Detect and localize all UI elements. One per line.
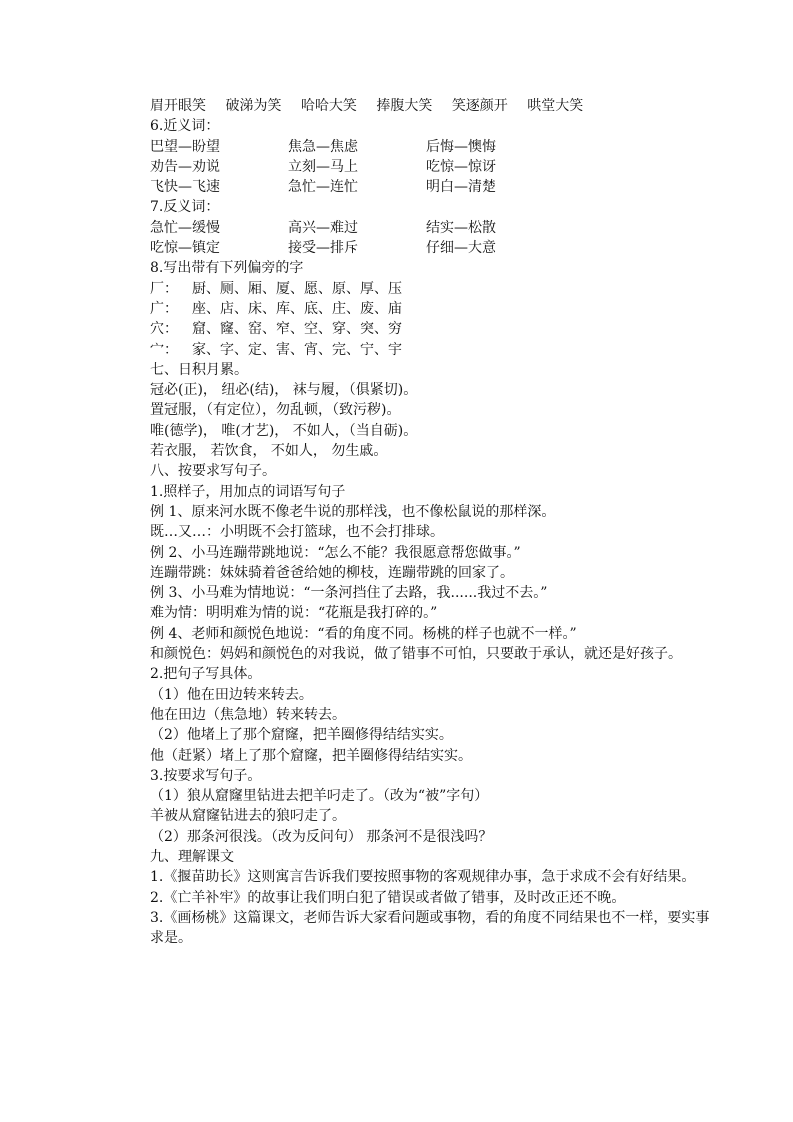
antonym-pair: 仔细—大意	[426, 240, 496, 257]
example-line: 例 2、小马连蹦带跳地说：“怎么不能？我很愿意帮您做事。”	[150, 544, 521, 561]
idiom: 眉开眼笑	[150, 98, 206, 114]
lesson-summary: 1.《揠苗助长》这则寓言告诉我们要按照事物的客观规律办事，急于求成不会有好结果。	[150, 869, 696, 886]
idiom: 哈哈大笑	[300, 98, 357, 114]
verse-line: 唯(德学)， 唯(才艺)， 不如人，（当自砺)。	[150, 422, 418, 439]
example-line: 难为情：明明难为情的说：“花瓶是我打碎的。”	[150, 605, 438, 622]
antonym-pair: 结实—松散	[426, 219, 496, 236]
example-line: 例 1、原来河水既不像老牛说的那样浅，也不像松鼠说的那样深。	[150, 503, 556, 520]
synonym-pair: 飞快—飞速	[150, 179, 220, 196]
synonym-pair: 立刻—马上	[288, 158, 358, 175]
radical-row	[150, 279, 710, 299]
radical-row	[150, 319, 710, 339]
sentence-line: （1）狼从窟窿里钻进去把羊叼走了。（改为“被”字句）	[150, 788, 489, 805]
section-8-heading: 八、按要求写句子。	[150, 463, 276, 480]
synonym-pair: 吃惊—惊讶	[426, 158, 496, 175]
synonym-pair: 急忙—连忙	[288, 179, 358, 196]
synonym-pair: 焦急—焦虑	[288, 138, 358, 155]
antonym-row	[150, 218, 710, 238]
radical-chars: 厨、厕、厢、厦、愿、原、厚、压	[192, 280, 402, 297]
radical-chars: 家、字、定、害、宵、完、宁、宇	[192, 341, 402, 358]
radical-label: 穴：	[150, 321, 178, 338]
sentence-line: （2）他堵上了那个窟窿，把羊圈修得结结实实。	[150, 727, 453, 744]
antonym-row	[150, 238, 710, 258]
synonym-row	[150, 137, 710, 157]
subsection-heading: 2.把句子写具体。	[150, 666, 262, 683]
sentence-line: 他在田边（焦急地）转来转去。	[150, 706, 346, 723]
idiom: 笑逐颜开	[451, 98, 508, 114]
subsection-heading: 3.按要求写句子。	[150, 767, 262, 784]
section-7-heading: 七、日积月累。	[150, 361, 248, 378]
verse-line: 冠必(正)， 纽必(结)， 袜与履，（俱紧切)。	[150, 382, 418, 399]
idiom: 哄堂大笑	[527, 98, 584, 114]
lesson-summary: 2.《亡羊补牢》的故事让我们明白犯了错误或者做了错事，及时改正还不晚。	[150, 889, 626, 906]
document-page	[150, 96, 710, 948]
example-line: 连蹦带跳：妹妹骑着爸爸给她的柳枝，连蹦带跳的回家了。	[150, 564, 514, 581]
antonym-pair: 高兴—难过	[288, 219, 358, 236]
antonym-pair: 吃惊—镇定	[150, 240, 220, 257]
synonym-row	[150, 177, 710, 197]
synonym-row	[150, 157, 710, 177]
subsection-heading: 1.照样子，用加点的词语写句子	[150, 483, 346, 500]
synonym-pair: 明白—清楚	[426, 179, 496, 196]
radical-label: 广：	[150, 300, 178, 317]
radical-row	[150, 299, 710, 319]
radical-chars: 窟、窿、窑、窄、空、穿、突、穷	[192, 321, 402, 338]
radical-row	[150, 340, 710, 360]
radical-label: 厂：	[150, 280, 178, 297]
synonyms-heading: 6.近义词：	[150, 118, 220, 135]
synonym-pair: 劝告—劝说	[150, 158, 220, 175]
radical-chars: 座、店、床、库、底、庄、废、庙	[192, 300, 402, 317]
antonym-pair: 接受—排斥	[288, 240, 358, 257]
idiom: 破涕为笑	[225, 98, 282, 114]
sentence-line: （1）他在田边转来转去。	[150, 686, 313, 703]
radical-label: 宀：	[150, 341, 178, 358]
sentence-line: 羊被从窟窿钻进去的狼叼走了。	[150, 808, 346, 825]
synonym-pair: 巴望—盼望	[150, 138, 220, 155]
idiom-list	[150, 96, 710, 116]
sentence-line: （2）那条河很浅。（改为反问句） 那条河不是很浅吗？	[150, 828, 493, 845]
example-line: 例 4、老师和颜悦色地说：“看的角度不同。杨桃的样子也就不一样。”	[150, 625, 577, 642]
verse-line: 若衣服， 若饮食， 不如人， 勿生戚。	[150, 443, 388, 460]
verse-line: 置冠服，（有定位），勿乱顿，（致污秽)。	[150, 402, 401, 419]
lesson-summary: 3.《画杨桃》这篇课文，老师告诉大家看问题或事物，看的角度不同结果也不一样，要实事求是。	[150, 909, 710, 947]
radicals-heading: 8.写出带有下列偏旁的字	[150, 260, 304, 277]
section-9-heading: 九、理解课文	[150, 848, 234, 865]
example-line: 和颜悦色：妈妈和颜悦色的对我说，做了错事不可怕，只要敢于承认，就还是好孩子。	[150, 646, 682, 663]
antonyms-heading: 7.反义词：	[150, 199, 220, 216]
example-line: 例 3、小马难为情地说：“一条河挡住了去路，我......我过不去。”	[150, 585, 548, 602]
sentence-line: 他（赶紧）堵上了那个窟窿，把羊圈修得结结实实。	[150, 747, 472, 764]
example-line: 既…又…：小明既不会打篮球，也不会打排球。	[150, 524, 444, 541]
antonym-pair: 急忙—缓慢	[150, 219, 220, 236]
synonym-pair: 后悔—懊悔	[426, 138, 496, 155]
idiom: 捧腹大笑	[376, 98, 433, 114]
